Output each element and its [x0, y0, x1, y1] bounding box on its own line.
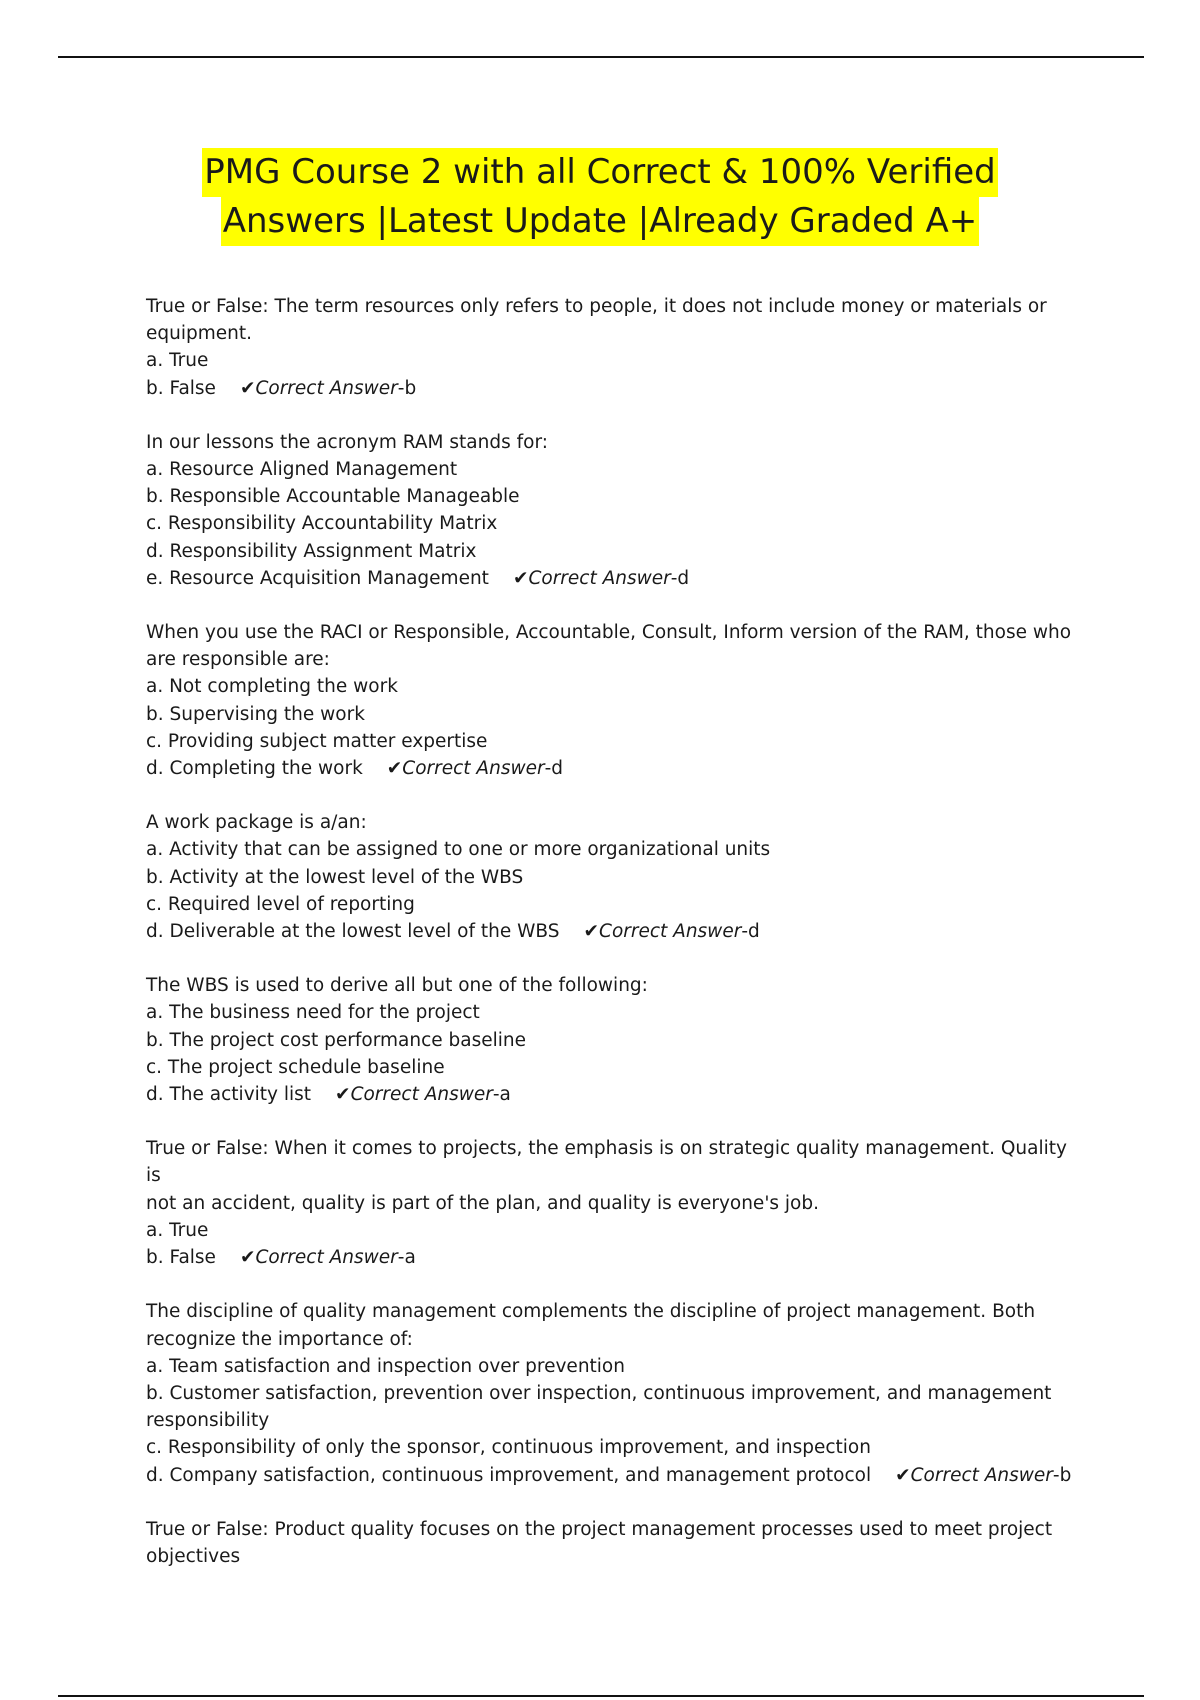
option-text: b. False — [146, 377, 216, 399]
correct-answer: ✔Correct Answer-d — [583, 921, 760, 943]
answer-option — [146, 1353, 1076, 1380]
checkmark-icon: ✔ — [239, 377, 256, 399]
correct-answer: ✔Correct Answer-a — [335, 1084, 511, 1106]
option-text: e. Resource Acquisition Management — [146, 567, 489, 589]
question-text: A work package is a/an: — [146, 812, 367, 834]
option-text: a. True — [146, 1219, 209, 1241]
answer-option — [146, 483, 1076, 510]
option-text: b. False — [146, 1247, 216, 1269]
answer-option — [146, 1244, 1076, 1271]
correct-answer-letter: a — [404, 1247, 416, 1269]
correct-answer: ✔Correct Answer-b — [239, 377, 417, 399]
correct-answer-letter: b — [404, 377, 417, 399]
option-text: a. Resource Aligned Management — [146, 459, 458, 481]
answer-option — [146, 918, 1076, 945]
question-text: True or False: Product quality focuses on the project management processes used to meet project — [146, 1518, 1053, 1540]
option-text: d. Company satisfaction, continuous improvement, and management protocol — [146, 1464, 872, 1486]
checkmark-icon: ✔ — [512, 567, 529, 589]
answer-option — [146, 836, 1076, 863]
option-text: a. True — [146, 350, 209, 372]
question-text: recognize the importance of: — [146, 1328, 413, 1350]
answer-option — [146, 538, 1076, 565]
correct-answer: ✔Correct Answer-d — [512, 567, 690, 589]
option-text: responsibility — [146, 1410, 270, 1432]
answer-option — [146, 999, 1076, 1026]
question-text: objectives — [146, 1545, 241, 1567]
answer-option — [146, 1217, 1076, 1244]
option-text: d. Responsibility Assignment Matrix — [146, 540, 477, 562]
correct-answer-letter: d — [748, 921, 760, 943]
option-text: b. Activity at the lowest level of the WBS — [146, 866, 524, 888]
question-text: True or False: When it comes to projects, the emphasis is on strategic quality management. Quality is — [146, 1138, 1067, 1187]
answer-option — [146, 701, 1076, 728]
question-text: are responsible are: — [146, 649, 330, 671]
option-text: b. Supervising the work — [146, 703, 365, 725]
title-line-1: PMG Course 2 with all Correct & 100% Verified — [202, 148, 998, 197]
answer-option — [146, 1380, 1076, 1407]
option-text: d. Deliverable at the lowest level of the WBS — [146, 921, 560, 943]
correct-answer-label: Correct Answer — [255, 1247, 398, 1269]
option-text: c. Required level of reporting — [146, 893, 415, 915]
bottom-rule — [58, 1695, 1144, 1697]
correct-answer-label: Correct Answer — [402, 758, 545, 780]
answer-option — [146, 673, 1076, 700]
option-text: b. The project cost performance baseline — [146, 1029, 526, 1051]
title-line-2: Answers |Latest Update |Already Graded A+ — [221, 197, 979, 246]
answer-option — [146, 456, 1076, 483]
correct-answer-letter: a — [499, 1084, 511, 1106]
checkmark-icon: ✔ — [386, 758, 403, 780]
correct-answer-label: Correct Answer — [599, 921, 742, 943]
question-list — [146, 293, 1076, 1597]
checkmark-icon: ✔ — [895, 1464, 911, 1486]
question-text: When you use the RACI or Responsible, Accountable, Consult, Inform version of the RAM, those who — [146, 622, 1072, 644]
answer-option — [146, 864, 1076, 891]
answer-option — [146, 755, 1076, 782]
option-text: a. Team satisfaction and inspection over prevention — [146, 1355, 625, 1377]
correct-answer: ✔Correct Answer-d — [386, 758, 564, 780]
option-text: c. Providing subject matter expertise — [146, 730, 488, 752]
correct-answer: ✔Correct Answer-a — [239, 1247, 416, 1269]
option-text: c. Responsibility Accountability Matrix — [146, 513, 498, 535]
option-text: b. Responsible Accountable Manageable — [146, 486, 520, 508]
correct-answer-letter: d — [551, 758, 564, 780]
answer-option — [146, 347, 1076, 374]
answer-option — [146, 728, 1076, 755]
answer-option — [146, 1407, 1076, 1434]
option-text: b. Customer satisfaction, prevention over inspection, continuous improvement, and management — [146, 1382, 1052, 1404]
correct-answer-letter: b — [1059, 1464, 1072, 1486]
correct-answer-label: Correct Answer — [255, 377, 398, 399]
question-block — [146, 1516, 1076, 1570]
answer-option — [146, 1027, 1076, 1054]
option-text: a. Not completing the work — [146, 676, 398, 698]
question-block — [146, 429, 1076, 592]
answer-option — [146, 375, 1076, 402]
option-text: a. The business need for the project — [146, 1002, 480, 1024]
answer-option — [146, 1462, 1076, 1489]
answer-option — [146, 1054, 1076, 1081]
answer-option — [146, 565, 1076, 592]
checkmark-icon: ✔ — [335, 1084, 351, 1106]
question-text: The discipline of quality management complements the discipline of project management. Both — [146, 1301, 1036, 1323]
option-text: a. Activity that can be assigned to one or more organizational units — [146, 839, 771, 861]
document-title — [0, 148, 1200, 246]
top-rule — [58, 56, 1144, 58]
correct-answer-label: Correct Answer — [528, 567, 671, 589]
checkmark-icon: ✔ — [239, 1247, 256, 1269]
correct-answer-label: Correct Answer — [910, 1464, 1053, 1486]
option-text: d. Completing the work — [146, 758, 363, 780]
question-text: The WBS is used to derive all but one of the following: — [146, 975, 648, 997]
option-text: d. The activity list — [146, 1084, 312, 1106]
option-text: c. The project schedule baseline — [146, 1056, 445, 1078]
question-block — [146, 1135, 1076, 1271]
answer-option — [146, 1434, 1076, 1461]
checkmark-icon: ✔ — [583, 921, 600, 943]
correct-answer-letter: d — [677, 567, 690, 589]
question-text: True or False: The term resources only refers to people, it does not include money or materials or — [146, 296, 1047, 317]
option-text: c. Responsibility of only the sponsor, continuous improvement, and inspection — [146, 1437, 871, 1459]
question-block — [146, 293, 1076, 402]
answer-option — [146, 891, 1076, 918]
question-text: not an accident, quality is part of the plan, and quality is everyone's job. — [146, 1192, 820, 1214]
correct-answer-label: Correct Answer — [350, 1084, 493, 1106]
question-block — [146, 619, 1076, 782]
question-block — [146, 809, 1076, 945]
answer-option — [146, 1081, 1076, 1108]
answer-option — [146, 510, 1076, 537]
question-block — [146, 972, 1076, 1108]
question-text: equipment. — [146, 323, 252, 345]
question-text: In our lessons the acronym RAM stands for: — [146, 431, 548, 453]
question-block — [146, 1298, 1076, 1488]
correct-answer: ✔Correct Answer-b — [895, 1464, 1072, 1486]
